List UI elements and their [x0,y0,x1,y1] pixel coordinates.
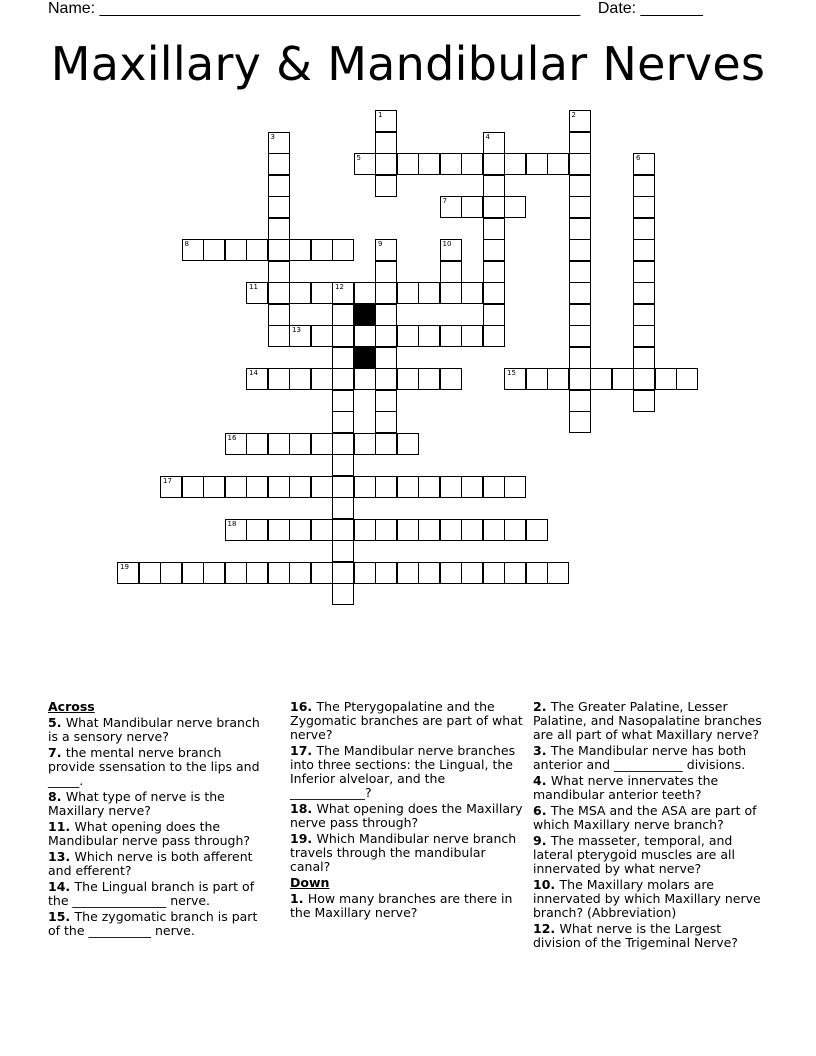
answer-cell[interactable] [375,325,397,347]
across-clue-13: 13. Which nerve is both afferent and efferent? [48,849,253,878]
answer-cell[interactable] [375,347,397,369]
answer-cell[interactable] [225,433,247,455]
answer-cell[interactable] [504,153,526,175]
answer-cell[interactable] [289,325,311,347]
answer-cell[interactable] [332,390,354,412]
answer-cell[interactable] [569,175,591,197]
answer-cell[interactable] [332,540,354,562]
answer-cell[interactable] [268,196,290,218]
answer-cell[interactable] [311,239,333,261]
answer-cell[interactable] [633,347,655,369]
answer-cell[interactable] [354,433,376,455]
answer-cell[interactable] [225,562,247,584]
across-clue-16: 16. The Pterygopalatine and the Zygomatic branches are part of what nerve? [290,699,523,742]
answer-cell[interactable] [375,110,397,132]
answer-cell[interactable] [289,282,311,304]
answer-cell[interactable] [633,282,655,304]
answer-cell[interactable] [504,476,526,498]
answer-cell[interactable] [225,476,247,498]
answer-cell[interactable] [332,239,354,261]
across-clue-18: 18. What opening does the Maxillary nerve pass through? [290,801,523,830]
answer-cell[interactable] [332,454,354,476]
across-clue-19: 19. Which Mandibular nerve branch travels through the mandibular canal? [290,831,517,874]
answer-cell[interactable] [311,368,333,390]
answer-cell[interactable] [225,519,247,541]
answer-cell[interactable] [397,368,419,390]
answer-cell[interactable] [461,476,483,498]
answer-cell[interactable] [354,476,376,498]
across-clue-17: 17. The Mandibular nerve branches into three sections: the Lingual, the Inferior alveloar, and the ____________? [290,743,516,800]
down-clue-10: 10. The Maxillary molars are innervated by which Maxillary nerve branch? (Abbreviation) [533,877,761,920]
clue-column-3 [533,700,771,952]
answer-cell[interactable] [246,282,268,304]
answer-cell[interactable] [483,325,505,347]
answer-cell[interactable] [375,519,397,541]
answer-cell[interactable] [440,562,462,584]
black-square [354,304,376,326]
answer-cell[interactable] [418,476,440,498]
answer-cell[interactable] [440,325,462,347]
answer-cell[interactable] [246,368,268,390]
answer-cell[interactable] [397,433,419,455]
answer-cell[interactable] [203,239,225,261]
answer-cell[interactable] [289,368,311,390]
answer-cell[interactable] [483,282,505,304]
answer-cell[interactable] [332,368,354,390]
answer-cell[interactable] [117,562,139,584]
clue-number-label: 11 [249,283,258,291]
answer-cell[interactable] [418,282,440,304]
clue-number-label: 19 [120,562,129,571]
answer-cell[interactable] [375,304,397,326]
answer-cell[interactable] [440,368,462,390]
across-clue-5: 5. What Mandibular nerve branch is a sensory nerve? [48,715,260,744]
across-clue-14: 14. The Lingual branch is part of the _______________ nerve. [48,879,255,908]
answer-cell[interactable] [268,175,290,197]
answer-cell[interactable] [289,519,311,541]
answer-cell[interactable] [483,261,505,283]
answer-cell[interactable] [569,239,591,261]
down-heading: Down [290,875,330,890]
clue-column-1 [48,700,268,940]
answer-cell[interactable] [504,562,526,584]
across-clue-15: 15. The zygomatic branch is part of the __________ nerve. [48,909,258,938]
answer-cell[interactable] [268,519,290,541]
answer-cell[interactable] [375,261,397,283]
clue-number-label: 2 [571,111,576,119]
answer-cell[interactable] [332,282,354,304]
answer-cell[interactable] [483,519,505,541]
answer-cell[interactable] [375,433,397,455]
answer-cell[interactable] [332,519,354,541]
answer-cell[interactable] [483,304,505,326]
answer-cell[interactable] [332,347,354,369]
clue-number-label: 14 [249,369,258,377]
answer-cell[interactable] [569,411,591,433]
answer-cell[interactable] [569,347,591,369]
clue-number-label: 10 [442,240,452,248]
clue-number-label: 9 [378,240,383,248]
answer-cell[interactable] [569,153,591,175]
answer-cell[interactable] [440,239,462,261]
answer-cell[interactable] [246,476,268,498]
answer-cell[interactable] [633,261,655,283]
answer-cell[interactable] [461,282,483,304]
answer-cell[interactable] [440,282,462,304]
answer-cell[interactable] [375,390,397,412]
answer-cell[interactable] [268,153,290,175]
clue-number-label: 8 [184,240,189,248]
answer-cell[interactable] [547,368,569,390]
answer-cell[interactable] [633,368,655,390]
answer-cell[interactable] [526,519,548,541]
answer-cell[interactable] [440,476,462,498]
answer-cell[interactable] [268,325,290,347]
answer-cell[interactable] [483,175,505,197]
answer-cell[interactable] [225,239,247,261]
answer-cell[interactable] [440,261,462,283]
answer-cell[interactable] [418,519,440,541]
clue-number-label: 18 [227,519,237,528]
clue-number-label: 12 [335,283,344,291]
answer-cell[interactable] [246,519,268,541]
answer-cell[interactable] [483,132,505,154]
down-clue-1: 1. How many branches are there in the Maxillary nerve? [290,891,513,920]
answer-cell[interactable] [375,175,397,197]
answer-cell[interactable] [268,132,290,154]
answer-cell[interactable] [375,476,397,498]
answer-cell[interactable] [504,368,526,390]
clue-number-label: 13 [292,326,301,334]
clue-number-label: 3 [270,132,275,141]
answer-cell[interactable] [332,497,354,519]
clue-number-label: 1 [378,111,383,119]
answer-cell[interactable] [569,110,591,132]
answer-cell[interactable] [397,153,419,175]
answer-cell[interactable] [633,153,655,175]
answer-cell[interactable] [375,239,397,261]
clue-number-label: 17 [163,476,172,485]
answer-cell[interactable] [569,368,591,390]
clue-number-label: 5 [356,154,361,162]
answer-cell[interactable] [311,433,333,455]
answer-cell[interactable] [246,239,268,261]
answer-cell[interactable] [268,433,290,455]
answer-cell[interactable] [418,368,440,390]
answer-cell[interactable] [590,368,612,390]
answer-cell[interactable] [483,196,505,218]
answer-cell[interactable] [440,153,462,175]
answer-cell[interactable] [461,325,483,347]
answer-cell[interactable] [375,368,397,390]
answer-cell[interactable] [268,282,290,304]
across-clue-11: 11. What opening does the Mandibular nerve pass through? [48,819,251,848]
answer-cell[interactable] [268,261,290,283]
down-clue-6: 6. The MSA and the ASA are part of which Maxillary nerve branch? [533,803,757,832]
answer-cell[interactable] [547,153,569,175]
answer-cell[interactable] [332,411,354,433]
answer-cell[interactable] [311,562,333,584]
answer-cell[interactable] [203,562,225,584]
answer-cell[interactable] [633,218,655,240]
answer-cell[interactable] [440,196,462,218]
answer-cell[interactable] [418,325,440,347]
answer-cell[interactable] [354,282,376,304]
answer-cell[interactable] [375,153,397,175]
clue-number-label: 6 [636,154,641,162]
answer-cell[interactable] [483,218,505,240]
answer-cell[interactable] [268,368,290,390]
answer-cell[interactable] [375,132,397,154]
answer-cell[interactable] [354,368,376,390]
clue-column-2 [290,700,524,922]
answer-cell[interactable] [311,476,333,498]
answer-cell[interactable] [268,562,290,584]
answer-cell[interactable] [676,368,698,390]
down-clue-9: 9. The masseter, temporal, and lateral pterygoid muscles are all innervated by what nerve? [533,833,735,876]
answer-cell[interactable] [526,562,548,584]
answer-cell[interactable] [160,562,182,584]
answer-cell[interactable] [182,562,204,584]
answer-cell[interactable] [483,562,505,584]
answer-cell[interactable] [483,153,505,175]
answer-cell[interactable] [569,261,591,283]
black-square [354,347,376,369]
answer-cell[interactable] [569,390,591,412]
answer-cell[interactable] [246,562,268,584]
clue-number-label: 16 [227,433,237,442]
down-clue-2: 2. The Greater Palatine, Lesser Palatine, and Nasopalatine branches are all part of what Maxillary nerve? [533,699,762,742]
answer-cell[interactable] [332,433,354,455]
answer-cell[interactable] [311,325,333,347]
clue-number-label: 15 [507,369,516,377]
answer-cell[interactable] [246,433,268,455]
answer-cell[interactable] [289,562,311,584]
answer-cell[interactable] [633,304,655,326]
clue-number-label: 4 [485,132,490,141]
answer-cell[interactable] [289,433,311,455]
down-clue-3: 3. The Mandibular nerve has both anterior and ___________ divisions. [533,743,747,772]
answer-cell[interactable] [397,519,419,541]
answer-cell[interactable] [483,239,505,261]
answer-cell[interactable] [633,325,655,347]
answer-cell[interactable] [461,153,483,175]
answer-cell[interactable] [440,519,462,541]
answer-cell[interactable] [268,239,290,261]
answer-cell[interactable] [504,519,526,541]
answer-cell[interactable] [483,476,505,498]
answer-cell[interactable] [569,132,591,154]
answer-cell[interactable] [375,411,397,433]
across-heading: Across [48,699,95,714]
answer-cell[interactable] [311,282,333,304]
answer-cell[interactable] [569,304,591,326]
answer-cell[interactable] [569,325,591,347]
answer-cell[interactable] [354,325,376,347]
clue-number-label: 7 [442,197,447,205]
answer-cell[interactable] [461,196,483,218]
answer-cell[interactable] [397,562,419,584]
answer-cell[interactable] [203,476,225,498]
answer-cell[interactable] [354,562,376,584]
answer-cell[interactable] [461,562,483,584]
answer-cell[interactable] [375,282,397,304]
name-date-line: Name: ______________________________________________________ Date: _______ [48,0,703,17]
answer-cell[interactable] [182,476,204,498]
answer-cell[interactable] [375,562,397,584]
answer-cell[interactable] [418,562,440,584]
answer-cell[interactable] [354,519,376,541]
answer-cell[interactable] [160,476,182,498]
answer-cell[interactable] [569,196,591,218]
answer-cell[interactable] [268,476,290,498]
answer-cell[interactable] [332,583,354,605]
down-clue-4: 4. What nerve innervates the mandibular anterior teeth? [533,773,719,802]
answer-cell[interactable] [332,304,354,326]
answer-cell[interactable] [569,218,591,240]
answer-cell[interactable] [633,239,655,261]
answer-cell[interactable] [397,282,419,304]
answer-cell[interactable] [332,562,354,584]
answer-cell[interactable] [633,196,655,218]
answer-cell[interactable] [268,218,290,240]
answer-cell[interactable] [418,153,440,175]
answer-cell[interactable] [268,304,290,326]
answer-cell[interactable] [633,175,655,197]
answer-cell[interactable] [504,196,526,218]
answer-cell[interactable] [633,390,655,412]
answer-cell[interactable] [332,325,354,347]
answer-cell[interactable] [354,153,376,175]
answer-cell[interactable] [311,519,333,541]
answer-cell[interactable] [397,325,419,347]
answer-cell[interactable] [655,368,677,390]
answer-cell[interactable] [182,239,204,261]
answer-cell[interactable] [547,562,569,584]
answer-cell[interactable] [569,282,591,304]
answer-cell[interactable] [526,368,548,390]
answer-cell[interactable] [526,153,548,175]
answer-cell[interactable] [139,562,161,584]
answer-cell[interactable] [461,519,483,541]
answer-cell[interactable] [612,368,634,390]
across-clue-8: 8. What type of nerve is the Maxillary nerve? [48,789,225,818]
across-clue-7: 7. the mental nerve branch provide ssensation to the lips and _____. [48,745,260,788]
down-clue-12: 12. What nerve is the Largest division of the Trigeminal Nerve? [533,921,738,950]
answer-cell[interactable] [332,476,354,498]
answer-cell[interactable] [289,476,311,498]
answer-cell[interactable] [289,239,311,261]
page-title: Maxillary & Mandibular Nerves [50,37,766,91]
answer-cell[interactable] [397,476,419,498]
